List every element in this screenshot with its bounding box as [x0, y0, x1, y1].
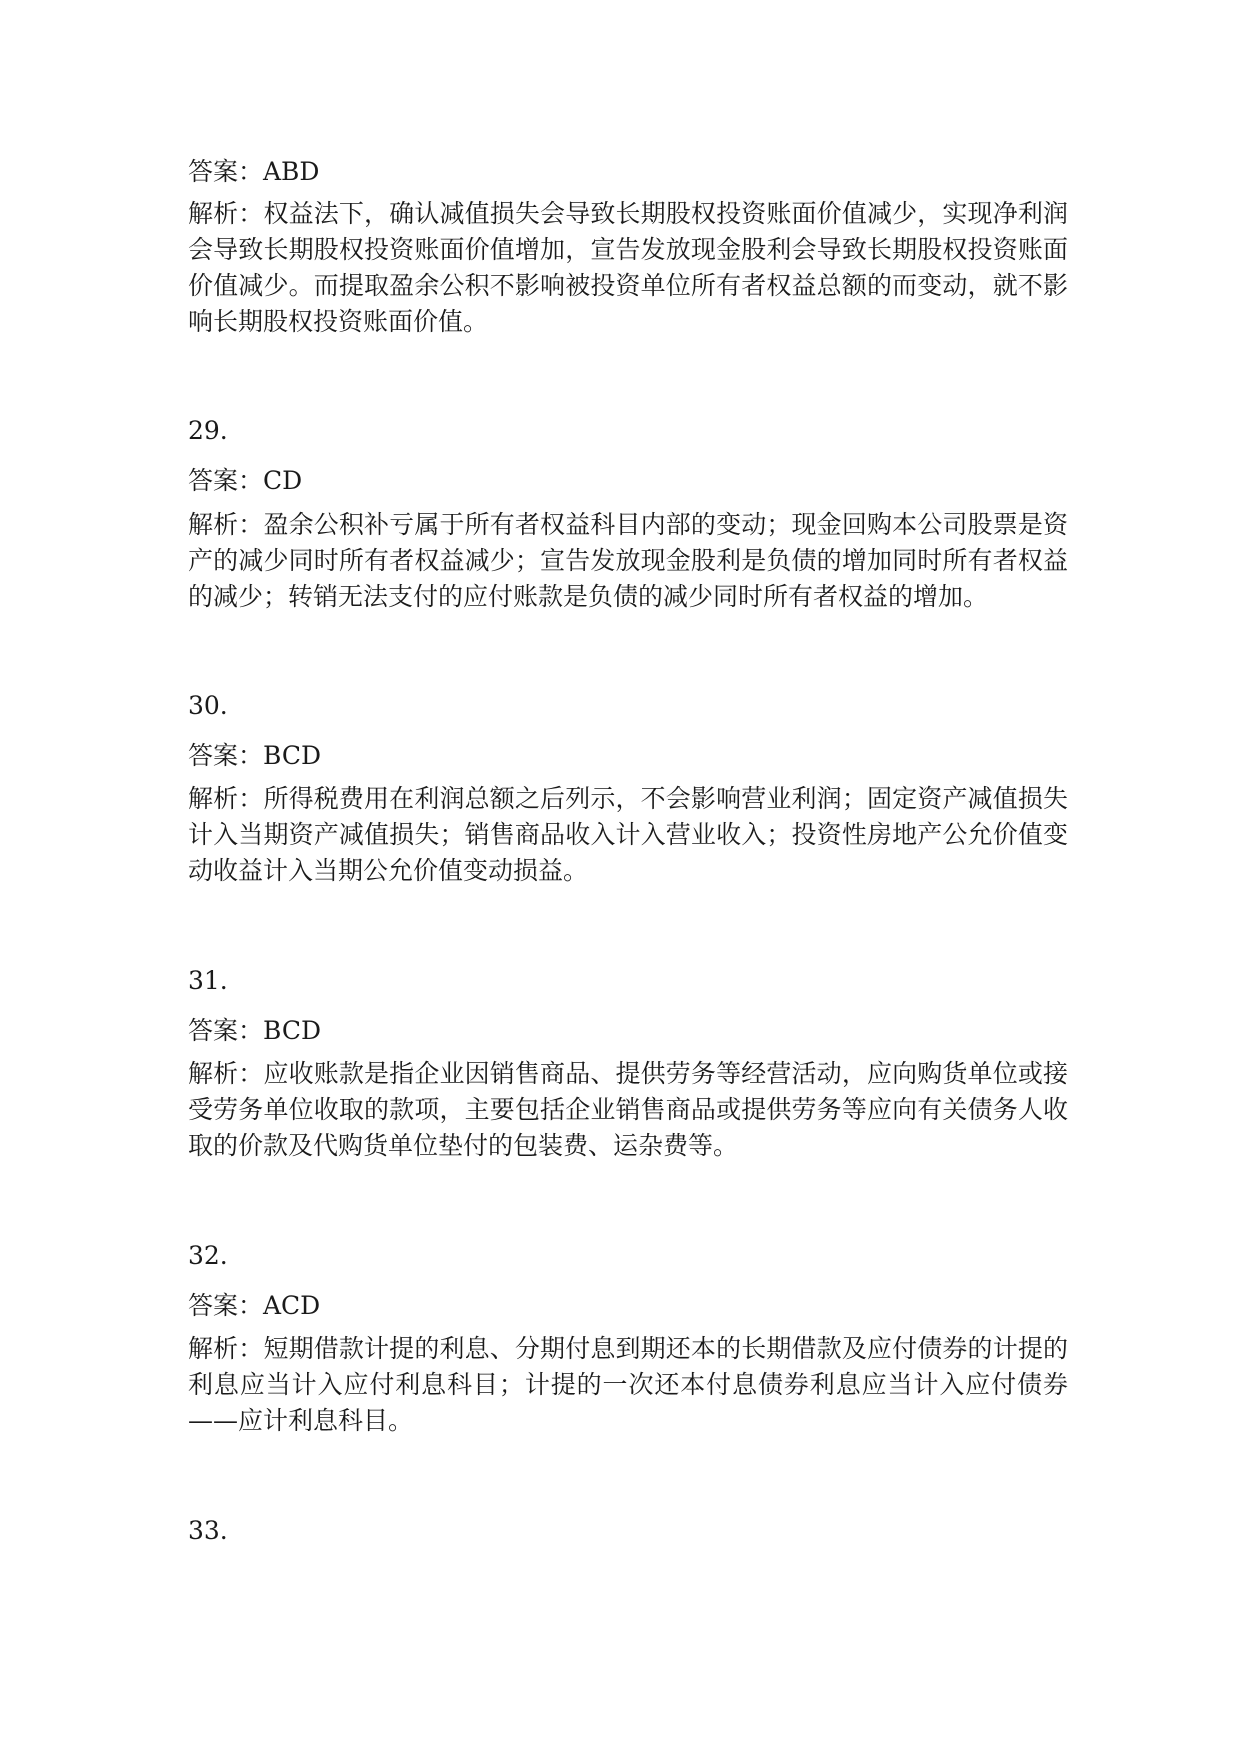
analysis-paragraph: 解析：应收账款是指企业因销售商品、提供劳务等经营活动，应向购货单位或接受劳务单位收取的款项，主要包括企业销售商品或提供劳务等应向有关债务人收取的价款及代购货单位垫付的包装费、运杂费等。	[188, 1059, 1068, 1160]
question-number: 33.	[188, 1516, 228, 1545]
question-number: 31.	[188, 966, 228, 995]
answer-line: 答案：CD	[188, 466, 303, 495]
question-number: 32.	[188, 1241, 228, 1270]
analysis-paragraph: 解析：短期借款计提的利息、分期付息到期还本的长期借款及应付债券的计提的利息应当计入应付利息科目；计提的一次还本付息债券利息应当计入应付债券——应计利息科目。	[188, 1334, 1068, 1435]
answer-line: 答案：BCD	[188, 1016, 322, 1045]
analysis-paragraph: 解析：权益法下，确认减值损失会导致长期股权投资账面价值减少，实现净利润会导致长期股权投资账面价值增加，宣告发放现金股利会导致长期股权投资账面价值减少。而提取盈余公积不影响被投资单位所有者权益总额的而变动，就不影响长期股权投资账面价值。	[188, 199, 1068, 336]
answer-line: 答案：ABD	[188, 157, 320, 186]
analysis-paragraph: 解析：所得税费用在利润总额之后列示，不会影响营业利润；固定资产减值损失计入当期资产减值损失；销售商品收入计入营业收入；投资性房地产公允价值变动收益计入当期公允价值变动损益。	[188, 784, 1068, 885]
answer-line: 答案：BCD	[188, 741, 322, 770]
question-number: 29.	[188, 416, 228, 445]
analysis-paragraph: 解析：盈余公积补亏属于所有者权益科目内部的变动；现金回购本公司股票是资产的减少同时所有者权益减少；宣告发放现金股利是负债的增加同时所有者权益的减少；转销无法支付的应付账款是负债的减少同时所有者权益的增加。	[188, 510, 1068, 611]
question-number: 30.	[188, 691, 228, 720]
answer-line: 答案：ACD	[188, 1291, 321, 1320]
